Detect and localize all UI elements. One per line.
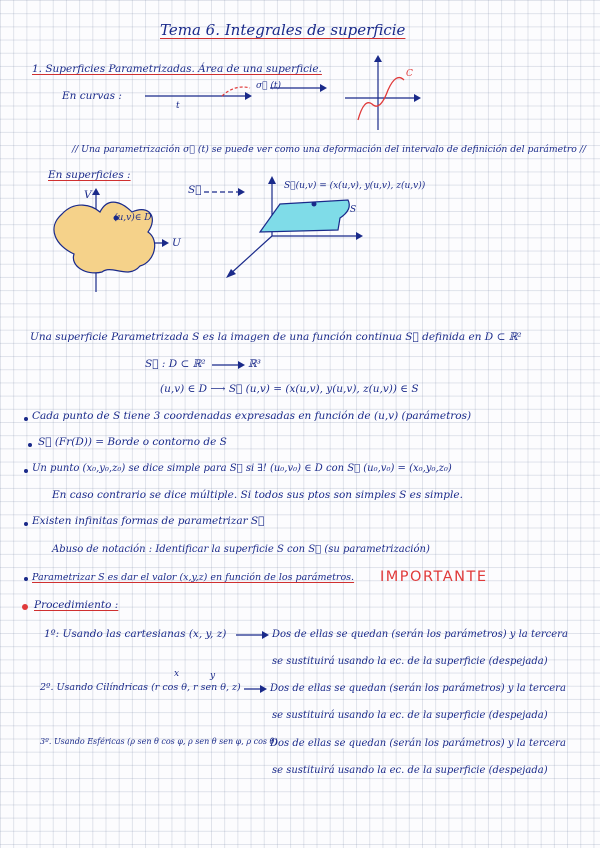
step-2-label: 2º. Usando Cilíndricas (r cos θ, r sen θ, z) (40, 682, 241, 693)
important-label: IMPORTANTE (380, 569, 488, 585)
infinite-note: Existen infinitas formas de parametrizar S⃗ (32, 515, 265, 527)
step-1-line2: se sustituirá usando la ec. de la superficie (despejada) (272, 656, 548, 667)
definition-line1: Una superficie Parametrizada S es la imagen de una función continua S⃗ definida en D ⊂ ℝ² (30, 331, 522, 343)
u-axis-label: U (172, 237, 181, 249)
curve-c-label: C (406, 69, 413, 79)
bullet-item: S⃗ (Fr(D)) = Borde o contorno de S (38, 436, 227, 448)
procedure-heading: Procedimiento : (34, 599, 119, 611)
definition-line3: (u,v) ∈ D ⟶ S⃗ (u,v) = (x(u,v), y(u,v), z(u,v)) ∈ S (160, 383, 419, 395)
definition-line2-right: ℝ³ (248, 358, 261, 370)
surface-s-label: S (350, 205, 357, 215)
param-note: // Una parametrización σ⃗ (t) se puede ver como una deformación del intervalo de definición del parámetro // (72, 144, 587, 155)
t-label: t (176, 101, 180, 111)
point-label: (u,v)∈ D (114, 213, 152, 223)
s-value-label: S⃗(u,v) = (x(u,v), y(u,v), z(u,v)) (284, 181, 426, 191)
step-2-line1: Dos de ellas se quedan (serán los parámetros) y la tercera (270, 683, 566, 694)
parametrize-note: Parametrizar S es dar el valor (x,y,z) en función de los parámetros. (32, 572, 355, 583)
step-1-label: 1º: Usando las cartesianas (x, y, z) (44, 628, 227, 640)
abuse-note: Abuso de notación : Identificar la superficie S con S⃗ (su parametrización) (52, 544, 430, 555)
step-1-line1: Dos de ellas se quedan (serán los parámetros) y la tercera (272, 629, 568, 640)
step-2-line2: se sustituirá usando la ec. de la superficie (despejada) (272, 710, 548, 721)
step-3-line2: se sustituirá usando la ec. de la superficie (despejada) (272, 765, 548, 776)
step-2-above-x: x (174, 669, 180, 679)
map-s-label: S⃗ (188, 184, 202, 196)
section-heading: 1. Superficies Parametrizadas. Área de una superficie. (32, 63, 322, 75)
definition-line2-left: S⃗ : D ⊂ ℝ² (145, 358, 206, 370)
surfaces-label: En superficies : (48, 169, 131, 181)
sigma-label: σ⃗ (t) (256, 81, 282, 91)
bullet-item: Cada punto de S tiene 3 coordenadas expresadas en función de (u,v) (parámetros) (32, 410, 472, 422)
curves-label: En curvas : (62, 90, 122, 102)
step-3-line1: Dos de ellas se quedan (serán los parámetros) y la tercera (270, 738, 566, 749)
v-axis-label: V (84, 189, 92, 201)
bullet-item: Un punto (x₀,y₀,z₀) se dice simple para S⃗ si ∃! (u₀,v₀) ∈ D con S⃗ (u₀,v₀) = (x₀,y₀,z₀) (32, 463, 452, 474)
step-2-above-y: y (210, 671, 216, 681)
contrary-note: En caso contrario se dice múltiple. Si todos sus ptos son simples S es simple. (52, 489, 463, 501)
step-3-label: 3º. Usando Esféricas (ρ sen θ cos φ, ρ sen θ sen φ, ρ cos θ) (40, 737, 278, 746)
page-title: Tema 6. Integrales de superficie (160, 21, 406, 39)
